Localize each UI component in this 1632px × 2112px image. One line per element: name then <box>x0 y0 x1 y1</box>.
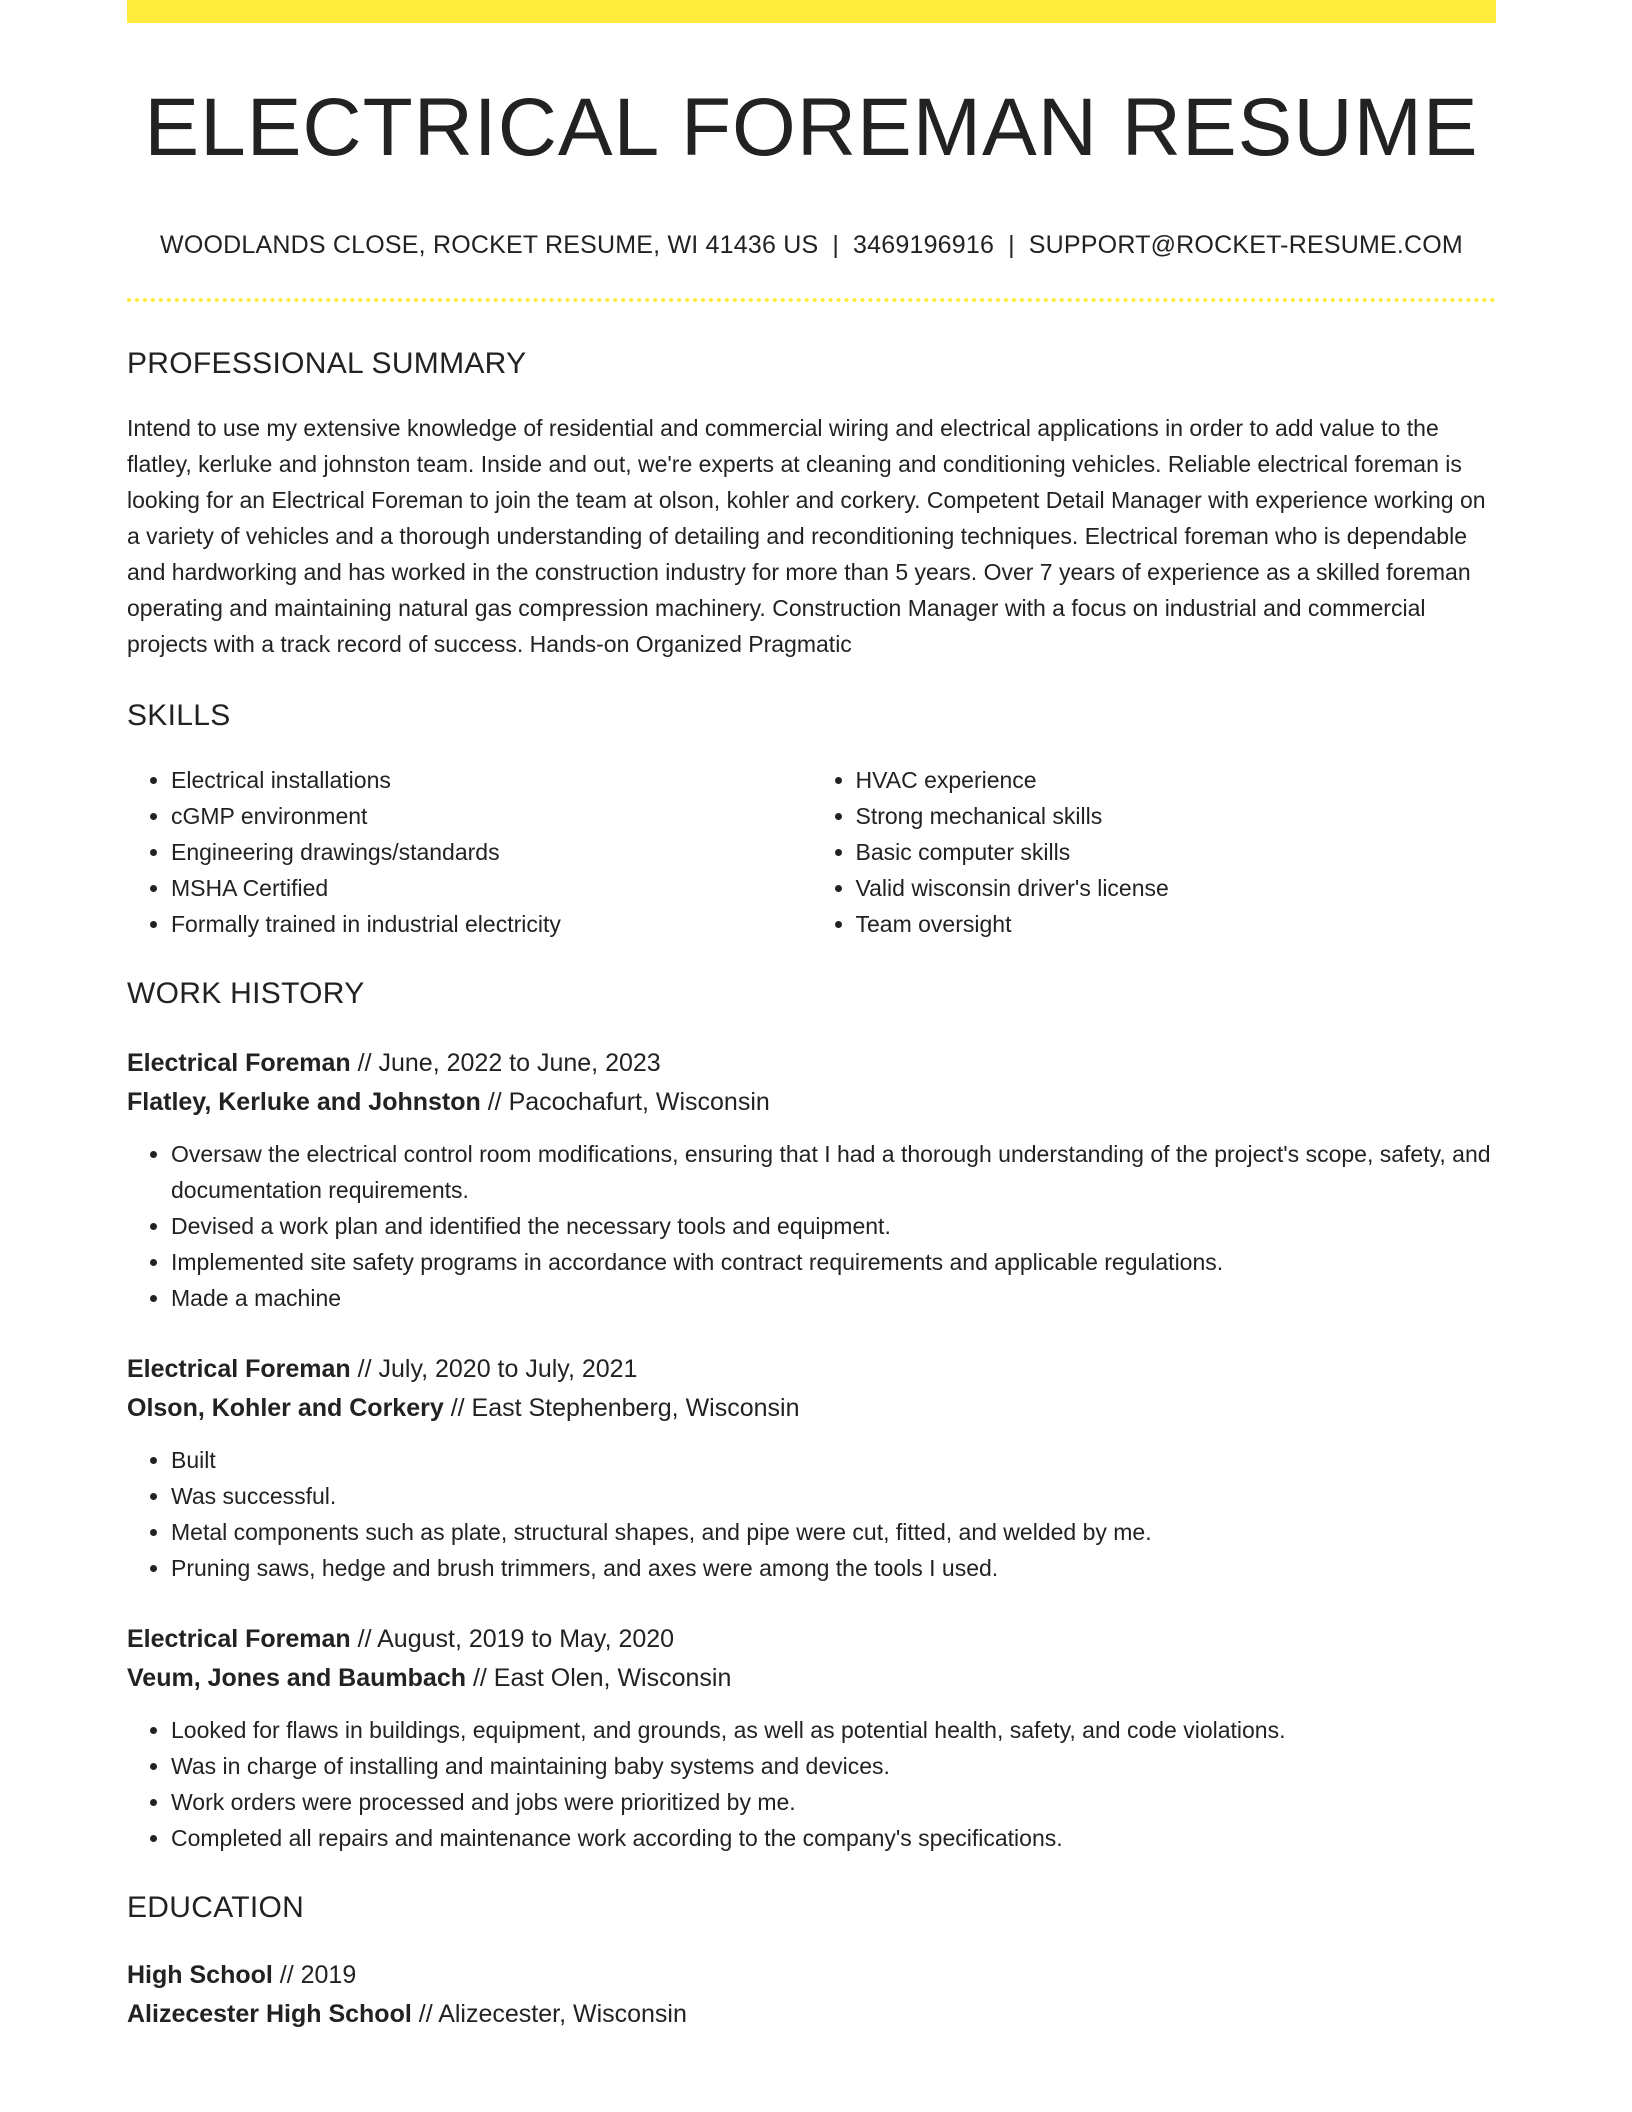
job-entry <box>127 1350 1496 1586</box>
job-company: Veum, Jones and Baumbach <box>127 1664 466 1693</box>
summary-text: Intend to use my extensive knowledge of residential and commercial wiring and electrical applications in order to add value to the flatley, kerluke and johnston team. Inside and out, we're experts at cleaning and conditioning vehicles. Reliable electrical foreman is looking for an Electrical Foreman to join the team at olson, kohler and corkery. Competent Detail Manager with experience working on a variety of vehicles and a thorough understanding of detailing and reconditioning techniques. Electrical foreman who is dependable and hardworking and has worked in the construction industry for more than 5 years. Over 7 years of experience as a skilled foreman operating and maintaining natural gas compression machinery. Construction Manager with a focus on industrial and commercial projects with a track record of success. Hands-on Organized Pragmatic <box>127 415 1486 658</box>
contact-address: WOODLANDS CLOSE, ROCKET RESUME, WI 41436 US <box>160 231 819 260</box>
job-entry <box>127 1620 1496 1856</box>
skill-item: • MSHA Certified <box>171 870 812 906</box>
contact-email: SUPPORT@ROCKET-RESUME.COM <box>1028 231 1463 260</box>
job-bullet: • Pruning saws, hedge and brush trimmers, and axes were among the tools I used. <box>171 1550 1496 1586</box>
job-bullets <box>127 1136 1496 1316</box>
job-bullets <box>127 1712 1496 1856</box>
job-title: Electrical Foreman <box>127 1625 351 1654</box>
job-bullet: • Implemented site safety programs in accordance with contract requirements and applicable regulations. <box>171 1244 1496 1280</box>
job-bullet: • Looked for flaws in buildings, equipment, and grounds, as well as potential health, safety, and code violations. <box>171 1712 1496 1748</box>
job-company-line <box>127 1659 1496 1698</box>
job-dates: // July, 2020 to July, 2021 <box>350 1355 638 1384</box>
job-location: // East Stephenberg, Wisconsin <box>443 1394 800 1423</box>
job-title: Electrical Foreman <box>127 1049 351 1078</box>
education-school-line <box>127 1995 1496 2034</box>
summary-heading: PROFESSIONAL SUMMARY <box>127 347 527 381</box>
contact-phone: 3469196916 <box>853 231 995 260</box>
skill-item: • Engineering drawings/standards <box>171 834 812 870</box>
job-company: Flatley, Kerluke and Johnston <box>127 1088 481 1117</box>
skills-list <box>127 762 1496 942</box>
skill-item: • HVAC experience <box>856 762 1497 798</box>
job-bullet: • Completed all repairs and maintenance work according to the company's specifications. <box>171 1820 1496 1856</box>
education-school: Alizecester High School <box>127 2000 412 2029</box>
job-bullets <box>127 1442 1496 1586</box>
top-accent-bar <box>127 0 1496 23</box>
job-location: // East Olen, Wisconsin <box>466 1664 732 1693</box>
resume-title: ELECTRICAL FOREMAN RESUME <box>144 82 1479 173</box>
job-bullet: • Devised a work plan and identified the necessary tools and equipment. <box>171 1208 1496 1244</box>
skill-item: • Formally trained in industrial electricity <box>171 906 812 942</box>
skill-item: • cGMP environment <box>171 798 812 834</box>
job-company-line <box>127 1389 1496 1428</box>
skill-item: • Basic computer skills <box>856 834 1497 870</box>
skills-column-right <box>812 762 1497 942</box>
job-company: Olson, Kohler and Corkery <box>127 1394 444 1423</box>
skill-item: • Team oversight <box>856 906 1497 942</box>
job-bullet: • Was in charge of installing and maintaining baby systems and devices. <box>171 1748 1496 1784</box>
work-history-heading: WORK HISTORY <box>127 977 365 1011</box>
job-title-line <box>127 1044 1496 1083</box>
job-bullet: • Was successful. <box>171 1478 1496 1514</box>
education-year: // 2019 <box>272 1961 357 1990</box>
contact-separator: | <box>832 231 840 260</box>
job-entry <box>127 1044 1496 1316</box>
job-dates: // August, 2019 to May, 2020 <box>350 1625 675 1654</box>
job-location: // Pacochafurt, Wisconsin <box>480 1088 770 1117</box>
resume-page <box>127 0 1496 2034</box>
education-entry <box>127 1956 1496 2034</box>
skills-heading: SKILLS <box>127 699 231 733</box>
education-heading: EDUCATION <box>127 1891 305 1925</box>
job-title: Electrical Foreman <box>127 1355 351 1384</box>
job-company-line <box>127 1083 1496 1122</box>
skill-item: • Strong mechanical skills <box>856 798 1497 834</box>
education-degree-line <box>127 1956 1496 1995</box>
skill-item: • Electrical installations <box>171 762 812 798</box>
job-bullet: • Oversaw the electrical control room modifications, ensuring that I had a thorough understanding of the project's scope, safety, and documentation requirements. <box>171 1136 1496 1208</box>
skill-item: • Valid wisconsin driver's license <box>856 870 1497 906</box>
job-bullet: • Built <box>171 1442 1496 1478</box>
education-location: // Alizecester, Wisconsin <box>411 2000 687 2029</box>
job-title-line <box>127 1620 1496 1659</box>
contact-separator: | <box>1008 231 1015 260</box>
job-bullet: • Metal components such as plate, structural shapes, and pipe were cut, fitted, and welded by me. <box>171 1514 1496 1550</box>
job-dates: // June, 2022 to June, 2023 <box>350 1049 661 1078</box>
education-degree: High School <box>127 1961 273 1990</box>
skills-column-left <box>127 762 812 942</box>
dotted-divider <box>127 298 1496 302</box>
job-title-line <box>127 1350 1496 1389</box>
job-bullet: • Work orders were processed and jobs were prioritized by me. <box>171 1784 1496 1820</box>
job-bullet: • Made a machine <box>171 1280 1496 1316</box>
contact-line <box>127 231 1496 260</box>
